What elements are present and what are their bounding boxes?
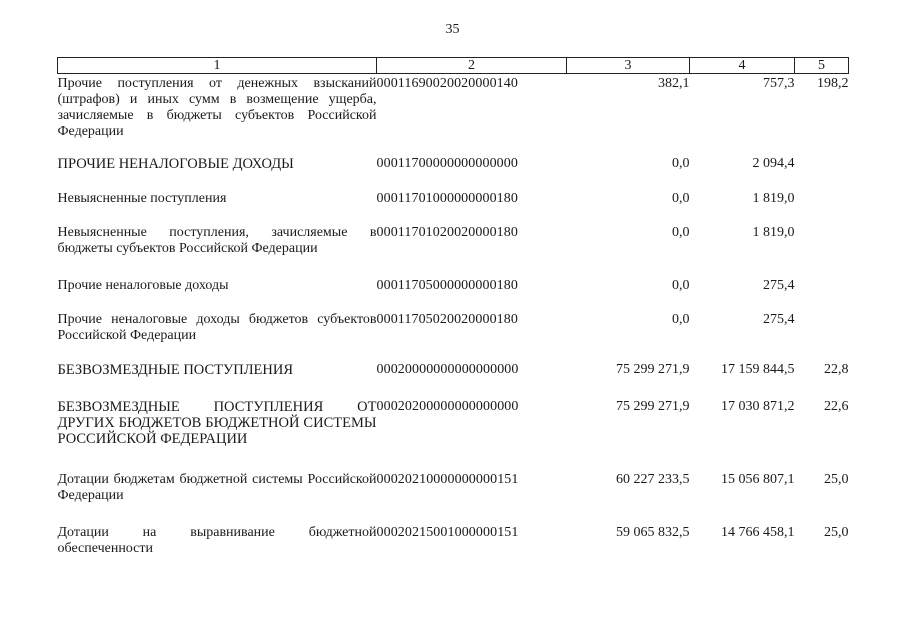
row-actual: 1 819,0 [752,190,795,206]
row-code: 00011701000000000180 [376,190,518,206]
row-code: 00011701020020000180 [376,224,518,240]
row-actual: 275,4 [763,311,795,327]
row-actual: 15 056 807,1 [721,471,795,487]
row-percent [795,189,849,223]
row-plan: 75 299 271,9 [616,398,690,414]
table-row [58,523,849,563]
row-plan: 0,0 [672,155,690,171]
row-name: Прочие поступления от денежных взысканий (штрафов) и иных сумм в возмещение ущерба, зачисляемые в бюджеты субъектов Российской Федерации [57,76,377,139]
row-actual: 17 030 871,2 [721,398,795,414]
column-header-5: 5 [795,58,849,74]
row-actual: 2 094,4 [752,155,795,171]
table-row [58,470,849,523]
row-percent [795,223,849,276]
table-row [58,397,849,470]
table-row [58,276,849,310]
row-name: БЕЗВОЗМЕЗДНЫЕ ПОСТУПЛЕНИЯ ОТ ДРУГИХ БЮДЖЕТОВ БЮДЖЕТНОЙ СИСТЕМЫ РОССИЙСКОЙ ФЕДЕРАЦИИ [57,398,377,447]
table-header-row [58,58,849,74]
row-code: 00020215001000000151 [376,524,519,540]
row-name: Дотации бюджетам бюджетной системы Российской Федерации [57,471,377,503]
row-name: БЕЗВОЗМЕЗДНЫЕ ПОСТУПЛЕНИЯ [57,361,294,378]
row-plan: 0,0 [672,277,690,293]
row-name: Невыясненные поступления [57,190,227,206]
row-percent: 22,6 [824,398,849,414]
row-name: Прочие неналоговые доходы бюджетов субъектов Российской Федерации [57,311,377,343]
row-name: ПРОЧИЕ НЕНАЛОГОВЫЕ ДОХОДЫ [57,155,294,172]
row-percent [795,276,849,310]
row-code: 00020210000000000151 [376,471,519,487]
row-plan: 0,0 [672,311,690,327]
row-actual: 1 819,0 [752,224,795,240]
row-name: Дотации на выравнивание бюджетной обеспеченности [57,524,377,556]
row-code: 00011690020020000140 [376,76,518,91]
row-plan: 0,0 [672,224,690,240]
table-row [58,154,849,189]
row-code: 00011705020020000180 [376,311,518,327]
row-percent: 22,8 [824,361,849,377]
column-header-1: 1 [58,58,377,74]
row-code: 00011700000000000000 [376,155,518,171]
row-code: 00011705000000000180 [376,277,518,293]
table-row [58,360,849,397]
row-percent: 25,0 [824,471,849,487]
table-row [58,74,849,154]
row-percent: 198,2 [817,76,849,91]
row-plan: 59 065 832,5 [616,524,690,540]
column-header-3: 3 [567,58,690,74]
row-percent [795,310,849,360]
row-code: 00020200000000000000 [376,398,519,414]
page-number: 35 [445,22,460,37]
row-actual: 275,4 [763,277,795,293]
row-actual: 17 159 844,5 [721,361,795,377]
row-plan: 60 227 233,5 [616,471,690,487]
table-row [58,189,849,223]
row-name: Прочие неналоговые доходы [57,277,229,293]
row-actual: 757,3 [763,76,795,91]
row-actual: 14 766 458,1 [721,524,795,540]
row-name: Невыясненные поступления, зачисляемые в бюджеты субъектов Российской Федерации [57,224,377,256]
column-header-2: 2 [377,58,567,74]
row-percent [795,154,849,189]
column-header-4: 4 [690,58,795,74]
row-percent: 25,0 [824,524,849,540]
row-plan: 0,0 [672,190,690,206]
row-plan: 75 299 271,9 [616,361,690,377]
table-row [58,223,849,276]
row-code: 00020000000000000000 [376,361,519,377]
budget-table [57,57,849,563]
row-plan: 382,1 [658,76,690,91]
table-row [58,310,849,360]
